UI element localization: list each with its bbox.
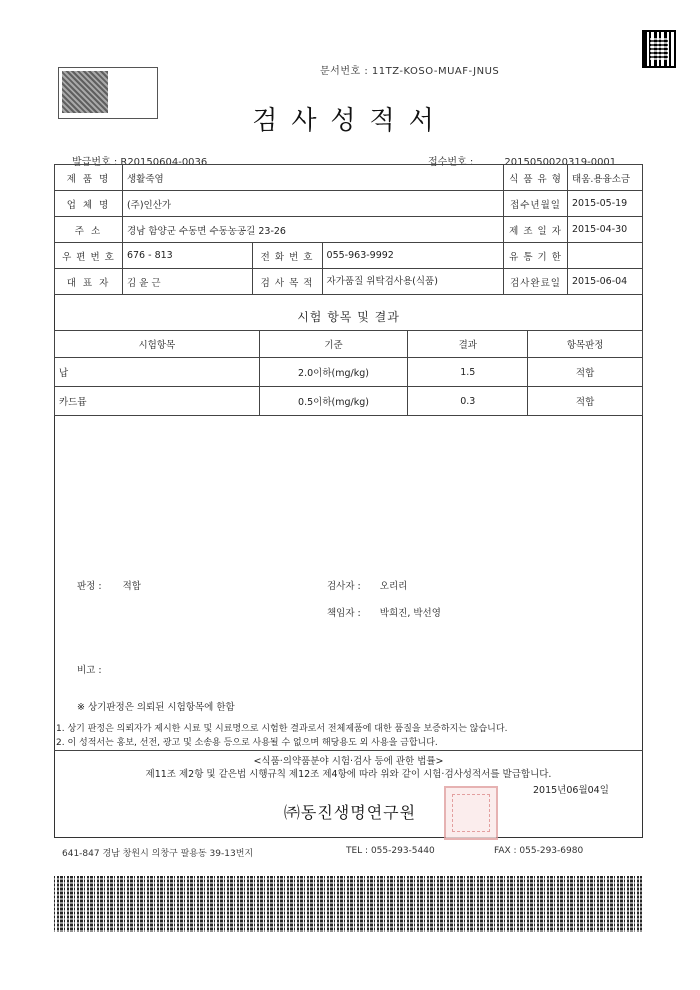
- page-title: 검사성적서: [252, 106, 448, 136]
- food-type: 태움.용융소금: [568, 165, 643, 191]
- footer-fax: FAX : 055-293-6980: [494, 846, 584, 856]
- purpose-label: 검 사 목 적: [252, 269, 322, 295]
- product-name: 생활죽염: [122, 165, 503, 191]
- test-standard: 0.5이하(mg/kg): [259, 387, 408, 416]
- table-row: [55, 217, 643, 243]
- address: 경남 함양군 수동면 수동농공길 23-26: [122, 217, 503, 243]
- responsible-label: 책임자 :: [327, 608, 361, 619]
- asterisk-note: ※ 상기판정은 의뢰된 시험항목에 한함: [77, 702, 235, 713]
- inspector-label: 검사자 :: [327, 581, 361, 592]
- institution-name: ㈜동진생명연구원: [283, 803, 417, 822]
- representative-label: 대 표 자: [55, 269, 123, 295]
- column-header: 결과: [408, 331, 528, 358]
- expiry: [568, 243, 643, 269]
- law-text: 제11조 제2항 및 같은법 시행규칙 제12조 제4항에 따라 위와 같이 시험·검사성적서를 발급합니다.: [145, 769, 552, 780]
- table-row: [55, 165, 643, 191]
- test-item: 카드뮴: [55, 387, 260, 416]
- remarks-label: 비고 :: [77, 665, 102, 676]
- inspector: 오리리: [379, 581, 408, 592]
- address-label: 주 소: [55, 217, 123, 243]
- test-result: 1.5: [408, 358, 528, 387]
- mfg-date-label: 제 조 일 자: [504, 217, 568, 243]
- expiry-label: 유 통 기 한: [504, 243, 568, 269]
- note-2: 2. 이 성적서는 홍보, 선전, 광고 및 소송용 등으로 사용될 수 없으며 해당용도 외 사용을 금합니다.: [56, 738, 438, 748]
- table-row: [55, 269, 643, 295]
- info-table: [54, 164, 643, 295]
- judgment-label: 판정 :: [77, 581, 102, 592]
- table-row: [55, 387, 643, 416]
- column-header: 항목판정: [528, 331, 643, 358]
- inspector-line: [327, 578, 407, 592]
- footer-address: 641-847 경남 창원시 의창구 팔용동 39-13번지: [62, 849, 254, 859]
- receipt-label: 접수번호 :: [428, 157, 474, 168]
- table-row: [55, 358, 643, 387]
- barcode: [54, 876, 642, 932]
- completion-label: 검사완료일: [504, 269, 568, 295]
- column-header: 시험항목: [55, 331, 260, 358]
- receipt-date-label: 접수년월일: [504, 191, 568, 217]
- mfg-date: 2015-04-30: [568, 217, 643, 243]
- results-table: [54, 330, 643, 416]
- product-name-label: 제 품 명: [55, 165, 123, 191]
- issue-number: 발급번호 : R20150604-0036: [72, 157, 208, 168]
- judgment: 적합: [122, 581, 141, 592]
- test-standard: 2.0이하(mg/kg): [259, 358, 408, 387]
- table-header-row: [55, 331, 643, 358]
- results-section-title: 시험 항목 및 결과: [54, 304, 643, 331]
- phone-label: 전 화 번 호: [252, 243, 322, 269]
- footer-tel: TEL : 055-293-5440: [346, 846, 435, 856]
- table-row: [55, 243, 643, 269]
- receipt-number: 2015050020319-0001: [504, 157, 617, 168]
- receipt-date: 2015-05-19: [568, 191, 643, 217]
- law-title: <식품·의약품분야 시험·검사 등에 관한 법률>: [253, 756, 444, 767]
- responsible-line: [327, 605, 441, 619]
- postal-code: 676 - 813: [122, 243, 252, 269]
- note-1: 1. 상기 판정은 의뢰자가 제시한 시료 및 시료명으로 시험한 결과로서 전체제품에 대한 품질을 보증하지는 않습니다.: [56, 724, 508, 734]
- column-header: 기준: [259, 331, 408, 358]
- qr-code: [642, 30, 676, 68]
- representative: 김 윤 근: [122, 269, 252, 295]
- responsible: 박희진, 박선영: [379, 608, 441, 619]
- test-result: 0.3: [408, 387, 528, 416]
- postal-label: 우 편 번 호: [55, 243, 123, 269]
- test-verdict: 적합: [528, 358, 643, 387]
- company-label: 업 체 명: [55, 191, 123, 217]
- divider: [54, 750, 643, 751]
- phone: 055-963-9992: [322, 243, 503, 269]
- completion-date: 2015-06-04: [568, 269, 643, 295]
- judgment-line: [77, 578, 141, 592]
- company: (주)인산가: [122, 191, 503, 217]
- food-type-label: 식 품 유 형: [504, 165, 568, 191]
- purpose: 자가품질 위탁검사용(식품): [322, 269, 503, 295]
- document-number: 문서번호 : 11TZ-KOSO-MUAF-JNUS: [320, 66, 500, 77]
- issue-date: 2015년06월04일: [533, 785, 609, 796]
- test-verdict: 적합: [528, 387, 643, 416]
- table-row: [55, 191, 643, 217]
- test-item: 납: [55, 358, 260, 387]
